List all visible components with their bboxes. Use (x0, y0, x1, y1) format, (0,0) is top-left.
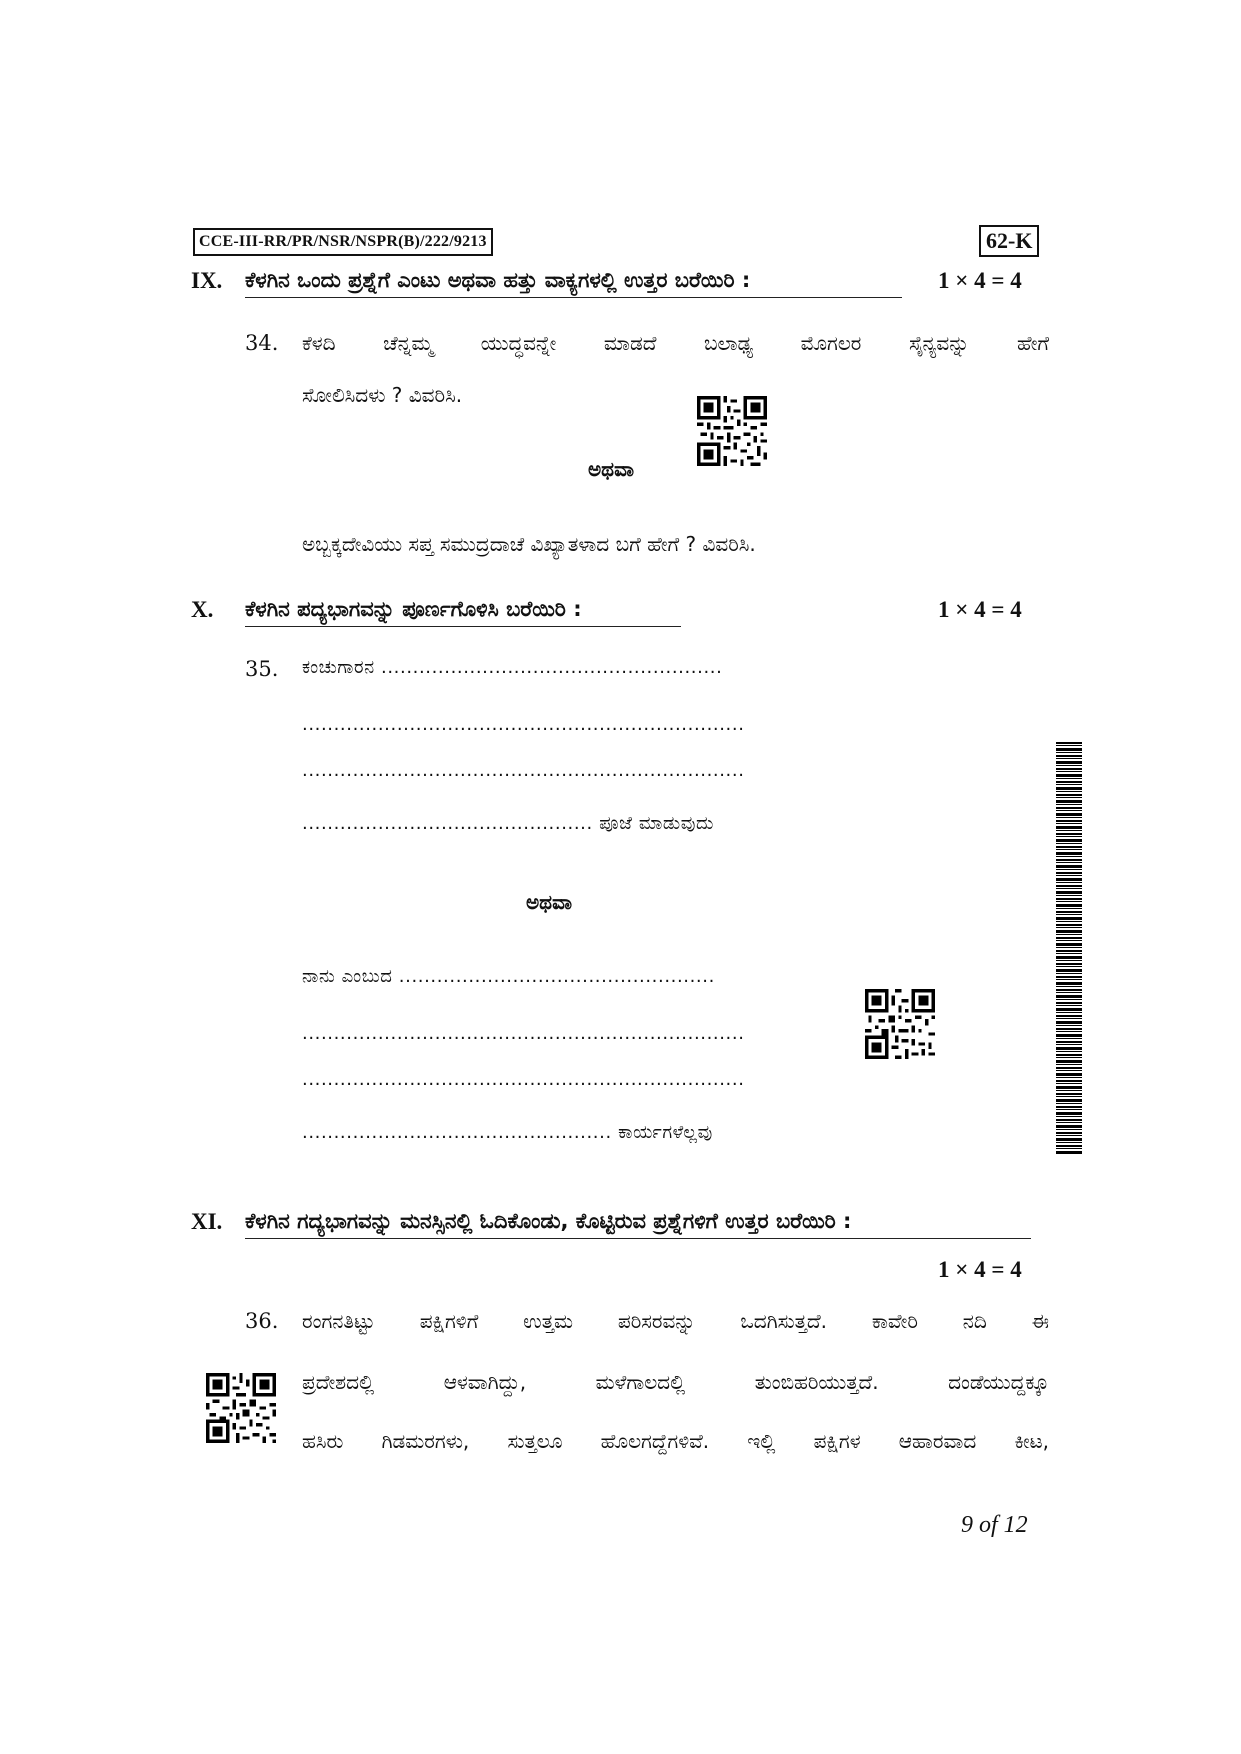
question-34-line-2: ಸೋಲಿಸಿದಳು ? ವಿವರಿಸಿ. (302, 383, 463, 407)
question-36-number: 36. (245, 1309, 279, 1333)
question-34-number: 34. (245, 331, 279, 355)
page-number: 9 of 12 (961, 1512, 1028, 1538)
passage-line-1: ರಂಗನತಿಟ್ಟು ಪಕ್ಷಿಗಳಿಗೆ ಉತ್ತಮ ಪರಿಸರವನ್ನು ಒದಗಿಸುತ್ತದೆ. ಕಾವೇರಿ ನದಿ ಈ (302, 1309, 1049, 1333)
or-label-ix: ಅಥವಾ (588, 457, 634, 481)
passage-line-3: ಹಸಿರು ಗಿಡಮರಗಳು, ಸುತ್ತಲೂ ಹೊಲಗದ್ದೆಗಳಿವೆ. ಇಲ್ಲಿ ಪಕ್ಷಿಗಳ ಆಹಾರವಾದ ಕೀಟ, (302, 1429, 1049, 1453)
passage-line-2: ಪ್ರದೇಶದಲ್ಲಿ ಆಳವಾಗಿದ್ದು, ಮಳೆಗಾಲದಲ್ಲಿ ತುಂಬಿಹರಿಯುತ್ತದೆ. ದಂಡೆಯುದ್ದಕ್ಕೂ (302, 1370, 1049, 1394)
question-34-alternative: ಅಬ್ಬಕ್ಕದೇವಿಯು ಸಪ್ತ ಸಮುದ್ರದಾಚೆ ವಿಖ್ಯಾತಳಾದ ಬಗೆ ಹೇಗೆ ? ವಿವರಿಸಿ. (302, 532, 756, 556)
qr-code-icon (206, 1373, 276, 1443)
poem-2-line-4: ................................................. ಕಾರ್ಯಗಳೆಲ್ಲವು (302, 1122, 713, 1143)
poem-2-line-2: ...................................................................... (302, 1023, 745, 1044)
section-x-number: X. (191, 597, 214, 622)
poem-1-line-3: ...................................................................... (302, 760, 745, 781)
section-xi-marks: 1 × 4 = 4 (938, 1257, 1022, 1282)
poem-2-line-1: ನಾನು ಎಂಬುದ .................................................. (302, 966, 715, 987)
poem-1-line-1: ಕಂಚುಗಾರನ ...................................................... (302, 657, 723, 678)
exam-code: CCE-III-RR/PR/NSR/NSPR(B)/222/9213 (193, 228, 493, 256)
section-ix-number: IX. (191, 268, 223, 293)
poem-1-line-4: .............................................. ಪೂಜೆ ಮಾಡುವುದು (302, 813, 714, 834)
paper-code: 62-K (979, 225, 1039, 257)
section-x-title: ಕೆಳಗಿನ ಪದ್ಯಭಾಗವನ್ನು ಪೂರ್ಣಗೊಳಿಸಿ ಬರೆಯಿರಿ : (245, 597, 681, 627)
question-35-number: 35. (245, 657, 279, 681)
question-34-line-1: ಕೆಳದಿ ಚೆನ್ನಮ್ಮ ಯುದ್ಧವನ್ನೇ ಮಾಡದೆ ಬಲಾಢ್ಯ ಮೊಗಲರ ಸೈನ್ಯವನ್ನು ಹೇಗೆ (302, 331, 1049, 355)
barcode (1056, 742, 1082, 1154)
section-xi-title: ಕೆಳಗಿನ ಗದ್ಯಭಾಗವನ್ನು ಮನಸ್ಸಿನಲ್ಲಿ ಓದಿಕೊಂಡು, ಕೊಟ್ಟಿರುವ ಪ್ರಶ್ನೆಗಳಿಗೆ ಉತ್ತರ ಬರೆಯಿರಿ : (245, 1209, 1031, 1239)
qr-code-icon (865, 989, 935, 1059)
qr-code-icon (697, 396, 767, 466)
or-label-x: ಅಥವಾ (526, 890, 572, 914)
poem-2-line-3: ...................................................................... (302, 1069, 745, 1090)
section-x-marks: 1 × 4 = 4 (938, 597, 1022, 622)
section-xi-number: XI. (191, 1209, 223, 1234)
poem-1-line-2: ...................................................................... (302, 714, 745, 735)
section-ix-marks: 1 × 4 = 4 (938, 268, 1022, 293)
section-ix-title: ಕೆಳಗಿನ ಒಂದು ಪ್ರಶ್ನೆಗೆ ಎಂಟು ಅಥವಾ ಹತ್ತು ವಾಕ್ಯಗಳಲ್ಲಿ ಉತ್ತರ ಬರೆಯಿರಿ : (245, 268, 902, 298)
